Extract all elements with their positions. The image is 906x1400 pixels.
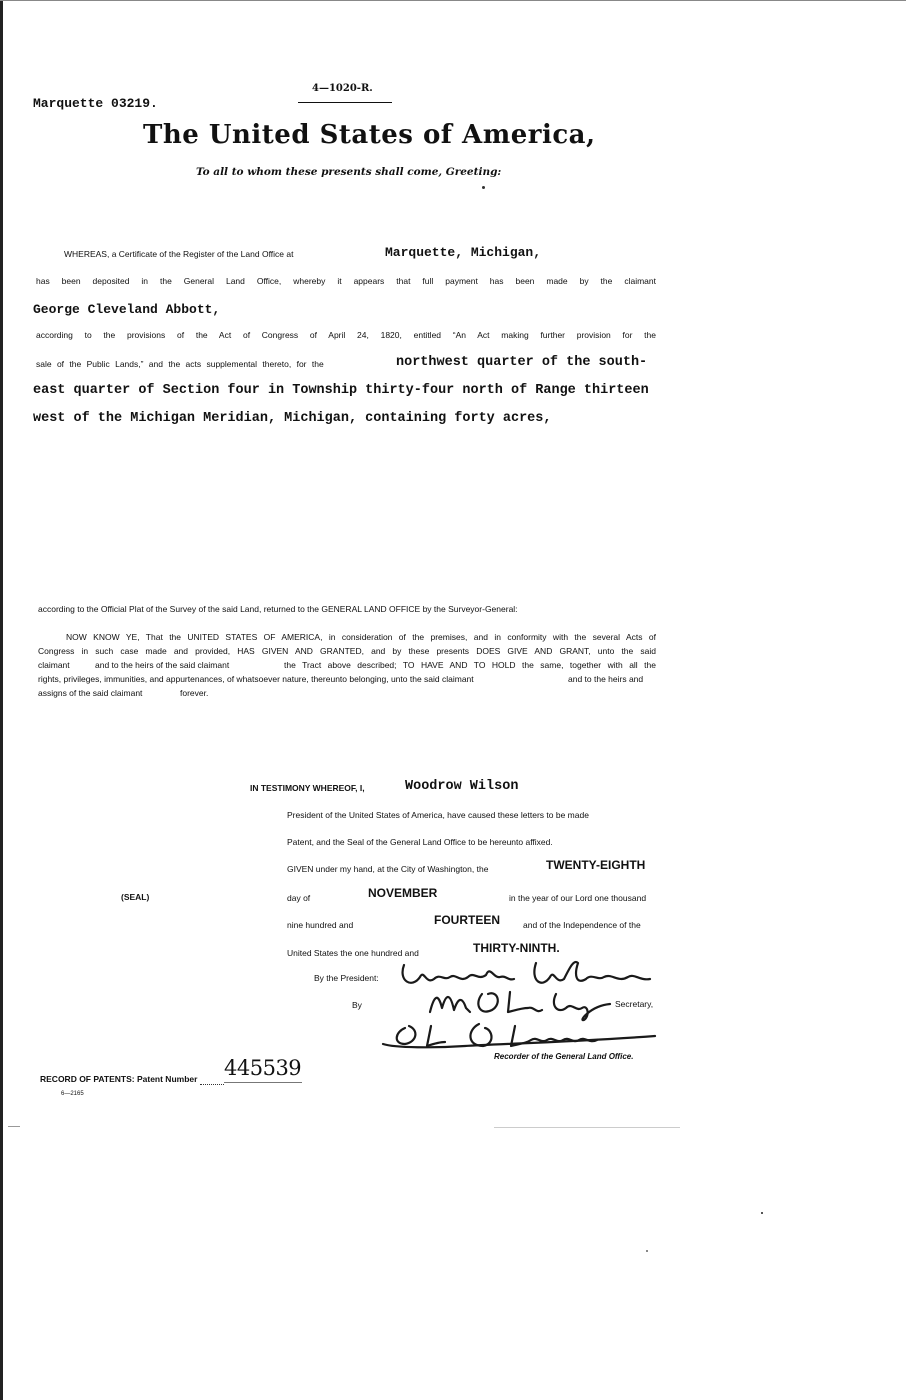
patent-number: 445539 [224, 1056, 302, 1080]
serial-number: Marquette 03219. [33, 96, 158, 111]
speck-2 [761, 1212, 763, 1214]
year-text: in the year of our Lord one thousand [509, 893, 647, 903]
act-line: according to the provisions of the Act of Congress of April 24, 1820, entitled “An Act making further provision for the [36, 330, 656, 340]
given-prefix: GIVEN under my hand, at the City of Washington, the [287, 864, 489, 874]
grant-line-4a: rights, privileges, immunities, and appurtenances, of whatsoever nature, thereunto belonging, unto the said claimant [38, 674, 474, 684]
secretary-signature [420, 986, 620, 1022]
page-top-edge [0, 0, 906, 1]
nine-hundred: nine hundred and [287, 920, 354, 930]
scan-mark-left [8, 1126, 20, 1127]
grant-line-2: Congress in such case made and provided, HAS GIVEN AND GRANTED, and by these presents DOES GIVE AND GRANT, unto the said [38, 646, 656, 656]
record-label: RECORD OF PATENTS: Patent Number [40, 1074, 198, 1084]
claimant-name: George Cleveland Abbott, [33, 302, 221, 317]
official-plat-line: according to the Official Plat of the Survey of the said Land, returned to the GENERAL LAND OFFICE by the Surveyor-General: [38, 604, 518, 614]
grant-line-3a: claimant [38, 660, 70, 670]
recorder-signature [375, 1018, 665, 1058]
independence-text: and of the Independence of the [523, 920, 641, 930]
form-number: 4—1020-R. [312, 83, 373, 94]
seal-label: (SEAL) [121, 892, 150, 902]
grant-line-3c: the Tract above described; TO HAVE AND TO HOLD the same, together with all the [284, 660, 656, 670]
secretary-label: Secretary, [615, 999, 654, 1009]
us-prefix: United States the one hundred and [287, 948, 419, 958]
sale-line: sale of the Public Lands,” and the acts supplemental thereto, for the [36, 359, 324, 369]
tract-line-3: west of the Michigan Meridian, Michigan, containing forty acres, [33, 411, 552, 426]
testimony-line-2: Patent, and the Seal of the General Land Office to be hereunto affixed. [287, 837, 553, 847]
page-left-edge [0, 0, 3, 1400]
independence-year: THIRTY-NINTH. [473, 941, 560, 955]
grant-line-3b: and to the heirs of the said claimant [95, 660, 230, 670]
president-name: Woodrow Wilson [405, 779, 519, 794]
speck [482, 186, 485, 189]
speck-3 [646, 1250, 648, 1252]
tract-line-2: east quarter of Section four in Township thirty-four north of Range thirteen [33, 383, 649, 398]
document-subtitle: To all to whom these presents shall come, Greeting: [196, 166, 502, 178]
tract-line-1: northwest quarter of the south- [396, 355, 648, 370]
form-number-rule [298, 102, 392, 103]
testimony-line-1: President of the United States of America, have caused these letters to be made [287, 810, 589, 820]
document-title: The United States of America, [143, 120, 596, 150]
land-office-name: Marquette, Michigan, [385, 245, 542, 260]
given-month: NOVEMBER [368, 886, 438, 900]
patent-number-leader [200, 1083, 224, 1085]
testimony-prefix: IN TESTIMONY WHEREOF, I, [250, 783, 365, 793]
day-of: day of [287, 893, 311, 903]
given-day: TWENTY-EIGHTH [546, 858, 646, 872]
scan-mark-right [494, 1127, 680, 1128]
form-footnote: 6—2165 [61, 1091, 84, 1097]
patent-number-underline [224, 1082, 302, 1083]
by-the-president: By the President: [314, 973, 379, 983]
grant-line-5a: assigns of the said claimant [38, 688, 143, 698]
deposited-line: has been deposited in the General Land Office, whereby it appears that full payment has been made by the claimant [36, 276, 656, 286]
recorder-label: Recorder of the General Land Office. [494, 1052, 634, 1061]
grant-line-4b: and to the heirs and [568, 674, 644, 684]
whereas-text: WHEREAS, a Certificate of the Register of the Land Office at [64, 249, 294, 259]
given-year: FOURTEEN [434, 913, 500, 927]
grant-line-1: NOW KNOW YE, That the UNITED STATES OF AMERICA, in consideration of the premises, and in conformity with the several Acts of [66, 632, 656, 642]
grant-line-5b: forever. [180, 688, 209, 698]
by-label: By [352, 1000, 362, 1010]
